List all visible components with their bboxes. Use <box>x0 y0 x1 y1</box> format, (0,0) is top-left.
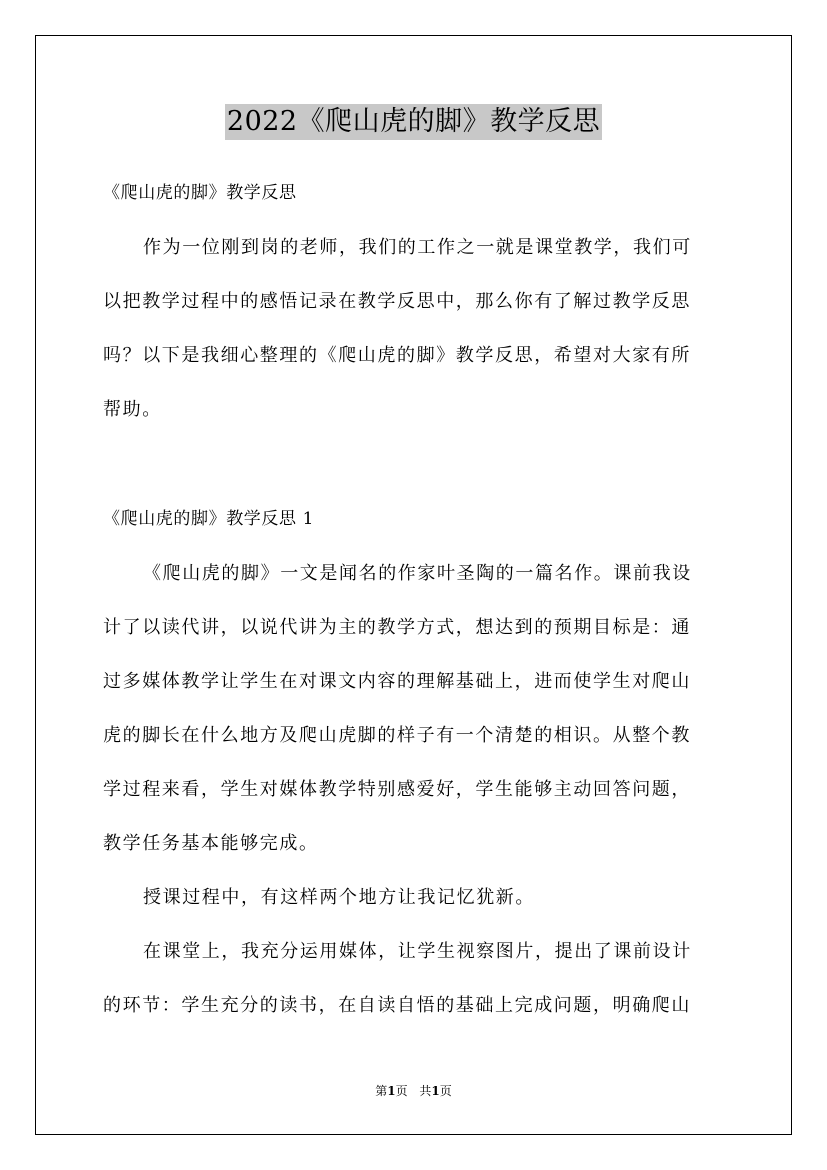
para3-line-2: 的环节：学生充分的读书，在自读自悟的基础上完成问题，明确爬山 <box>103 995 691 1016</box>
section-heading: 《爬山虎的脚》教学反思 1 <box>103 509 315 529</box>
page-total: 共1页 <box>419 1084 452 1098</box>
title-block <box>0 104 827 140</box>
para1-line-6: 教学任务基本能够完成。 <box>103 833 319 854</box>
document-title: 2022《爬山虎的脚》教学反思 <box>225 104 602 140</box>
intro-line-2: 以把教学过程中的感悟记录在教学反思中，那么你有了解过教学反思 <box>103 291 691 312</box>
para1-line-3: 过多媒体教学让学生在对课文内容的理解基础上，进而使学生对爬山 <box>103 671 691 692</box>
page-footer <box>0 1082 827 1099</box>
para3-line-1: 在课堂上，我充分运用媒体，让学生视察图片，提出了课前设计 <box>143 941 692 962</box>
page-number: 第1页 <box>375 1084 408 1098</box>
subtitle: 《爬山虎的脚》教学反思 <box>103 183 297 203</box>
para2-line-1: 授课过程中，有这样两个地方让我记忆犹新。 <box>143 887 535 908</box>
para1-line-2: 计了以读代讲，以说代讲为主的教学方式，想达到的预期目标是：通 <box>103 617 691 638</box>
para1-line-5: 学过程来看，学生对媒体教学特别感爱好，学生能够主动回答问题， <box>103 779 691 800</box>
intro-line-1: 作为一位刚到岗的老师，我们的工作之一就是课堂教学，我们可 <box>143 237 692 258</box>
para1-line-1: 《爬山虎的脚》一文是闻名的作家叶圣陶的一篇名作。课前我设 <box>143 563 692 584</box>
para1-line-4: 虎的脚长在什么地方及爬山虎脚的样子有一个清楚的相识。从整个教 <box>103 725 691 746</box>
intro-line-4: 帮助。 <box>103 399 162 420</box>
intro-line-3: 吗？以下是我细心整理的《爬山虎的脚》教学反思，希望对大家有所 <box>103 345 691 366</box>
